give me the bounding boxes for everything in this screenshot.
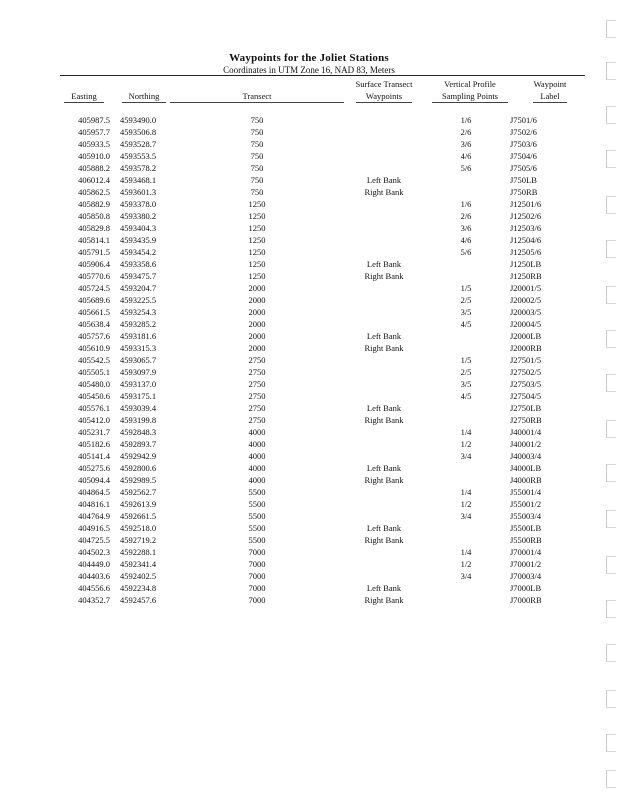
easting-cell: 404556.6	[78, 583, 110, 593]
northing-cell: 4593506.8	[120, 127, 157, 137]
surface-waypoint-cell: Left Bank	[366, 259, 402, 269]
transect-cell: 750	[250, 187, 264, 197]
easting-cell: 405906.4	[78, 259, 110, 269]
northing-cell: 4592341.4	[120, 559, 157, 569]
table-row	[0, 270, 618, 282]
transect-cell: 750	[250, 175, 264, 185]
surface-waypoint-cell: Right Bank	[364, 475, 404, 485]
easting-cell: 404725.5	[78, 535, 110, 545]
easting-cell: 404764.9	[78, 511, 110, 521]
transect-cell: 2750	[248, 391, 266, 401]
northing-cell: 4593468.1	[120, 175, 157, 185]
transect-cell: 2000	[248, 319, 266, 329]
table-row	[0, 330, 618, 342]
easting-cell: 405542.5	[78, 355, 110, 365]
waypoint-label-cell: J4000LB	[510, 463, 542, 473]
transect-cell: 5500	[248, 487, 266, 497]
header-transect: Transect	[170, 91, 344, 103]
table-row	[0, 162, 618, 174]
table-row	[0, 462, 618, 474]
northing-cell: 4593378.0	[120, 199, 157, 209]
table-row	[0, 294, 618, 306]
northing-cell: 4593254.3	[120, 307, 157, 317]
header-vertical-line2: Sampling Points	[432, 91, 508, 103]
binder-mark	[606, 20, 616, 38]
transect-cell: 750	[250, 139, 264, 149]
profile-point-cell: 1/6	[460, 115, 472, 125]
northing-cell: 4592942.9	[120, 451, 157, 461]
easting-cell: 405412.0	[78, 415, 110, 425]
waypoint-label-cell: J2000RB	[510, 343, 542, 353]
table-row	[0, 426, 618, 438]
surface-waypoint-cell: Right Bank	[364, 187, 404, 197]
transect-cell: 5500	[248, 523, 266, 533]
surface-waypoint-cell: Right Bank	[364, 343, 404, 353]
northing-cell: 4593039.4	[120, 403, 157, 413]
waypoint-label-cell: J27503/5	[510, 379, 542, 389]
waypoint-label-cell: J70001/2	[510, 559, 542, 569]
northing-cell: 4593315.3	[120, 343, 157, 353]
waypoint-label-cell: J70001/4	[510, 547, 542, 557]
easting-cell: 405450.6	[78, 391, 110, 401]
easting-cell: 404816.1	[78, 499, 110, 509]
profile-point-cell: 3/6	[460, 139, 472, 149]
surface-waypoint-cell: Left Bank	[366, 403, 402, 413]
waypoint-label-cell: J20003/5	[510, 307, 542, 317]
transect-cell: 2000	[248, 343, 266, 353]
transect-cell: 2750	[248, 379, 266, 389]
surface-waypoint-cell: Left Bank	[366, 463, 402, 473]
transect-cell: 2750	[248, 403, 266, 413]
profile-point-cell: 1/2	[460, 499, 472, 509]
waypoint-label-cell: J7505/6	[510, 163, 537, 173]
waypoint-label-cell: J7501/6	[510, 115, 537, 125]
northing-cell: 4592719.2	[120, 535, 157, 545]
transect-cell: 750	[250, 151, 264, 161]
transect-cell: 4000	[248, 427, 266, 437]
waypoint-label-cell: J20002/5	[510, 295, 542, 305]
table-row	[0, 150, 618, 162]
northing-cell: 4593181.6	[120, 331, 157, 341]
easting-cell: 404449.0	[78, 559, 110, 569]
transect-cell: 1250	[248, 235, 266, 245]
waypoint-label-cell: J5500RB	[510, 535, 542, 545]
binder-mark	[606, 770, 616, 788]
header-rule	[60, 75, 585, 76]
surface-waypoint-cell: Left Bank	[366, 175, 402, 185]
header-label-line1: Waypoint	[533, 79, 567, 89]
northing-cell: 4593553.5	[120, 151, 157, 161]
table-row	[0, 126, 618, 138]
easting-cell: 404502.3	[78, 547, 110, 557]
northing-cell: 4593175.1	[120, 391, 157, 401]
transect-cell: 1250	[248, 199, 266, 209]
transect-cell: 7000	[248, 571, 266, 581]
northing-cell: 4592661.5	[120, 511, 157, 521]
transect-cell: 750	[250, 127, 264, 137]
table-row	[0, 210, 618, 222]
waypoint-label-cell: J20001/5	[510, 283, 542, 293]
table-row	[0, 282, 618, 294]
table-row	[0, 246, 618, 258]
table-row	[0, 558, 618, 570]
northing-cell: 4592893.7	[120, 439, 157, 449]
profile-point-cell: 2/6	[460, 211, 472, 221]
northing-cell: 4592402.5	[120, 571, 157, 581]
northing-cell: 4593065.7	[120, 355, 157, 365]
waypoint-label-cell: J55001/2	[510, 499, 542, 509]
easting-cell: 405987.5	[78, 115, 110, 125]
transect-cell: 7000	[248, 559, 266, 569]
easting-cell: 405882.9	[78, 199, 110, 209]
easting-cell: 405638.4	[78, 319, 110, 329]
waypoint-label-cell: J7000LB	[510, 583, 542, 593]
waypoint-label-cell: J7000RB	[510, 595, 542, 605]
waypoint-label-cell: J4000RB	[510, 475, 542, 485]
transect-cell: 1250	[248, 223, 266, 233]
surface-waypoint-cell: Right Bank	[364, 415, 404, 425]
surface-waypoint-cell: Right Bank	[364, 535, 404, 545]
easting-cell: 405850.8	[78, 211, 110, 221]
transect-cell: 7000	[248, 595, 266, 605]
table-row	[0, 534, 618, 546]
easting-cell: 405661.5	[78, 307, 110, 317]
northing-cell: 4592288.1	[120, 547, 157, 557]
table-row	[0, 186, 618, 198]
transect-cell: 2750	[248, 415, 266, 425]
waypoint-table-body	[0, 114, 618, 606]
table-row	[0, 486, 618, 498]
waypoint-label-cell: J2750LB	[510, 403, 542, 413]
profile-point-cell: 1/4	[460, 427, 472, 437]
table-row	[0, 594, 618, 606]
transect-cell: 4000	[248, 463, 266, 473]
northing-cell: 4593358.6	[120, 259, 157, 269]
northing-cell: 4593601.3	[120, 187, 157, 197]
surface-waypoint-cell: Right Bank	[364, 271, 404, 281]
waypoint-label-cell: J1250LB	[510, 259, 542, 269]
northing-cell: 4593578.2	[120, 163, 157, 173]
waypoint-label-cell: J12503/6	[510, 223, 542, 233]
table-row	[0, 390, 618, 402]
transect-cell: 4000	[248, 439, 266, 449]
easting-cell: 405757.6	[78, 331, 110, 341]
easting-cell: 405505.1	[78, 367, 110, 377]
table-row	[0, 198, 618, 210]
northing-cell: 4592800.6	[120, 463, 157, 473]
profile-point-cell: 4/6	[460, 151, 472, 161]
table-row	[0, 474, 618, 486]
transect-cell: 5500	[248, 499, 266, 509]
easting-cell: 405689.6	[78, 295, 110, 305]
table-row	[0, 402, 618, 414]
waypoint-label-cell: J70003/4	[510, 571, 542, 581]
northing-cell: 4593490.0	[120, 115, 157, 125]
waypoint-label-cell: J27501/5	[510, 355, 542, 365]
waypoint-label-cell: J40001/2	[510, 439, 542, 449]
table-row	[0, 342, 618, 354]
profile-point-cell: 3/4	[460, 511, 472, 521]
profile-point-cell: 1/5	[460, 283, 472, 293]
table-row	[0, 174, 618, 186]
transect-cell: 1250	[248, 271, 266, 281]
surface-waypoint-cell: Left Bank	[366, 331, 402, 341]
table-row	[0, 510, 618, 522]
table-row	[0, 306, 618, 318]
profile-point-cell: 1/2	[460, 439, 472, 449]
northing-cell: 4592518.0	[120, 523, 157, 533]
transect-cell: 1250	[248, 247, 266, 257]
easting-cell: 405141.4	[78, 451, 110, 461]
table-row	[0, 318, 618, 330]
header-northing: Northing	[122, 91, 166, 103]
table-row	[0, 366, 618, 378]
easting-cell: 405724.5	[78, 283, 110, 293]
easting-cell: 405933.5	[78, 139, 110, 149]
waypoint-label-cell: J2750RB	[510, 415, 542, 425]
header-label-line2: Label	[533, 91, 567, 103]
transect-cell: 2750	[248, 355, 266, 365]
easting-cell: 404352.7	[78, 595, 110, 605]
waypoint-label-cell: J55001/4	[510, 487, 542, 497]
northing-cell: 4592234.8	[120, 583, 157, 593]
northing-cell: 4593528.7	[120, 139, 157, 149]
header-easting: Easting	[64, 91, 104, 103]
northing-cell: 4593404.3	[120, 223, 157, 233]
easting-cell: 404864.5	[78, 487, 110, 497]
table-row	[0, 138, 618, 150]
profile-point-cell: 5/6	[460, 163, 472, 173]
surface-waypoint-cell: Right Bank	[364, 595, 404, 605]
easting-cell: 405275.6	[78, 463, 110, 473]
transect-cell: 5500	[248, 535, 266, 545]
transect-cell: 1250	[248, 259, 266, 269]
header-waypoints-line1: Surface Transect	[355, 79, 413, 89]
transect-cell: 2000	[248, 331, 266, 341]
northing-cell: 4593199.8	[120, 415, 157, 425]
northing-cell: 4593285.2	[120, 319, 157, 329]
table-row	[0, 546, 618, 558]
easting-cell: 406012.4	[78, 175, 110, 185]
page-title: Waypoints for the Joliet Stations	[229, 52, 389, 64]
table-row	[0, 570, 618, 582]
profile-point-cell: 1/6	[460, 199, 472, 209]
easting-cell: 405231.7	[78, 427, 110, 437]
waypoint-label-cell: J27502/5	[510, 367, 542, 377]
profile-point-cell: 4/5	[460, 319, 472, 329]
waypoint-label-cell: J12505/6	[510, 247, 542, 257]
surface-waypoint-cell: Left Bank	[366, 583, 402, 593]
profile-point-cell: 2/6	[460, 127, 472, 137]
easting-cell: 405480.0	[78, 379, 110, 389]
transect-cell: 2750	[248, 367, 266, 377]
waypoint-label-cell: J12501/6	[510, 199, 542, 209]
easting-cell: 405770.6	[78, 271, 110, 281]
transect-cell: 2000	[248, 283, 266, 293]
transect-cell: 2000	[248, 307, 266, 317]
waypoint-label-cell: J40003/4	[510, 451, 542, 461]
easting-cell: 405814.1	[78, 235, 110, 245]
northing-cell: 4593454.2	[120, 247, 157, 257]
table-row	[0, 222, 618, 234]
table-row	[0, 498, 618, 510]
waypoint-label-cell: J40001/4	[510, 427, 542, 437]
profile-point-cell: 4/5	[460, 391, 472, 401]
table-row	[0, 258, 618, 270]
waypoint-label-cell: J750LB	[510, 175, 537, 185]
header-vertical-line1: Vertical Profile	[444, 79, 496, 89]
transect-cell: 4000	[248, 451, 266, 461]
page-subtitle: Coordinates in UTM Zone 16, NAD 83, Meters	[223, 65, 395, 75]
table-row	[0, 378, 618, 390]
profile-point-cell: 3/5	[460, 307, 472, 317]
waypoint-label-cell: J12502/6	[510, 211, 542, 221]
profile-point-cell: 3/4	[460, 571, 472, 581]
easting-cell: 404916.5	[78, 523, 110, 533]
profile-point-cell: 1/4	[460, 547, 472, 557]
waypoint-label-cell: J7502/6	[510, 127, 537, 137]
waypoint-label-cell: J2000LB	[510, 331, 542, 341]
waypoint-label-cell: J750RB	[510, 187, 538, 197]
profile-point-cell: 1/5	[460, 355, 472, 365]
table-row	[0, 414, 618, 426]
northing-cell: 4593225.5	[120, 295, 157, 305]
easting-cell: 405910.0	[78, 151, 110, 161]
table-row	[0, 438, 618, 450]
transect-cell: 4000	[248, 475, 266, 485]
easting-cell: 405888.2	[78, 163, 110, 173]
profile-point-cell: 3/5	[460, 379, 472, 389]
binder-mark	[606, 644, 616, 662]
waypoint-label-cell: J1250RB	[510, 271, 542, 281]
table-row	[0, 522, 618, 534]
northing-cell: 4593380.2	[120, 211, 157, 221]
profile-point-cell: 5/6	[460, 247, 472, 257]
profile-point-cell: 1/4	[460, 487, 472, 497]
easting-cell: 405094.4	[78, 475, 110, 485]
easting-cell: 405791.5	[78, 247, 110, 257]
profile-point-cell: 3/4	[460, 451, 472, 461]
table-row	[0, 582, 618, 594]
transect-cell: 750	[250, 163, 264, 173]
profile-point-cell: 2/5	[460, 295, 472, 305]
northing-cell: 4592848.3	[120, 427, 157, 437]
northing-cell: 4593097.9	[120, 367, 157, 377]
surface-waypoint-cell: Left Bank	[366, 523, 402, 533]
table-row	[0, 234, 618, 246]
waypoint-label-cell: J7504/6	[510, 151, 537, 161]
transect-cell: 7000	[248, 547, 266, 557]
easting-cell: 405610.9	[78, 343, 110, 353]
easting-cell: 405182.6	[78, 439, 110, 449]
profile-point-cell: 2/5	[460, 367, 472, 377]
easting-cell: 404403.6	[78, 571, 110, 581]
transect-cell: 7000	[248, 583, 266, 593]
northing-cell: 4592457.6	[120, 595, 157, 605]
profile-point-cell: 3/6	[460, 223, 472, 233]
binder-mark	[606, 690, 616, 708]
waypoint-label-cell: J20004/5	[510, 319, 542, 329]
waypoint-label-cell: J5500LB	[510, 523, 542, 533]
waypoint-label-cell: J7503/6	[510, 139, 537, 149]
northing-cell: 4593137.0	[120, 379, 157, 389]
northing-cell: 4593475.7	[120, 271, 157, 281]
easting-cell: 405829.8	[78, 223, 110, 233]
transect-cell: 1250	[248, 211, 266, 221]
profile-point-cell: 4/6	[460, 235, 472, 245]
northing-cell: 4593435.9	[120, 235, 157, 245]
northing-cell: 4592613.9	[120, 499, 157, 509]
easting-cell: 405862.5	[78, 187, 110, 197]
waypoint-label-cell: J55003/4	[510, 511, 542, 521]
waypoint-label-cell: J27504/5	[510, 391, 542, 401]
table-row	[0, 450, 618, 462]
transect-cell: 2000	[248, 295, 266, 305]
binder-mark	[606, 734, 616, 752]
table-row	[0, 354, 618, 366]
table-row	[0, 114, 618, 126]
easting-cell: 405576.1	[78, 403, 110, 413]
transect-cell: 5500	[248, 511, 266, 521]
header-waypoints-line2: Waypoints	[356, 91, 412, 103]
northing-cell: 4593204.7	[120, 283, 157, 293]
easting-cell: 405957.7	[78, 127, 110, 137]
northing-cell: 4592989.5	[120, 475, 157, 485]
transect-cell: 750	[250, 115, 264, 125]
waypoint-label-cell: J12504/6	[510, 235, 542, 245]
profile-point-cell: 1/2	[460, 559, 472, 569]
northing-cell: 4592562.7	[120, 487, 157, 497]
